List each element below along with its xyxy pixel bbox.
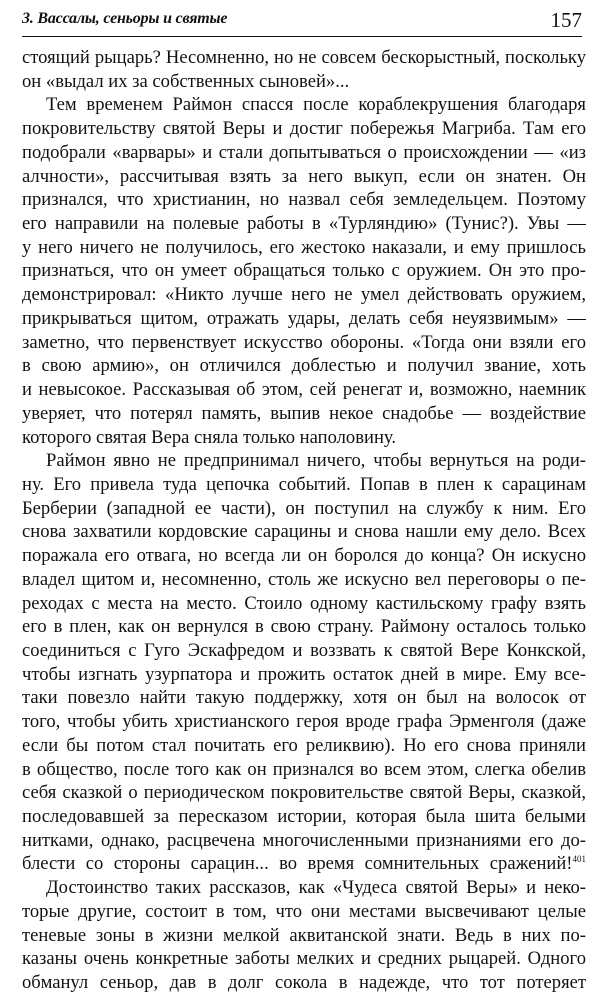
text-line xyxy=(22,686,586,710)
text-line-content: реходах с места на место. Стоило одному кастильскому графу взять xyxy=(22,592,586,614)
text-line-content: последовавшей за пересказом истории, которая была шита белыми xyxy=(22,806,586,827)
text-line xyxy=(22,188,586,212)
text-line xyxy=(22,449,586,473)
text-line-content: таки повезло найти такую поддержку, хотя он был на волосок от xyxy=(22,687,586,709)
text-line-content: в свою армию», он отличился доблестью и получил звание, хоть xyxy=(22,355,586,377)
text-line-content: Достоинство таких рассказов, как «Чудеса святой Веры» и неко- xyxy=(46,877,586,899)
text-line-content: которого святая Вера сняла только наполовину. xyxy=(22,426,396,448)
text-line-content: Раймон явно не предпринимал ничего, чтобы вернуться на роди- xyxy=(46,450,586,472)
text-line xyxy=(22,70,586,94)
text-line xyxy=(22,663,586,687)
text-line xyxy=(22,93,586,117)
text-line xyxy=(22,331,586,355)
text-line xyxy=(22,283,586,307)
text-line xyxy=(22,971,586,995)
text-line xyxy=(22,592,586,616)
text-line xyxy=(22,852,586,876)
text-line-content: покровительству святой Веры и достиг побережья Магриба. Там его xyxy=(22,118,586,140)
text-line xyxy=(22,805,586,829)
text-line-content: признаться, что он умеет обращаться только с оружием. Он это про- xyxy=(22,260,586,282)
footnote-marker: 401 xyxy=(572,854,586,865)
page-number: 157 xyxy=(550,8,582,32)
text-line-content: теневые зоны в жизни мелкой аквитанской знати. Ведь в них по- xyxy=(22,924,586,946)
text-line xyxy=(22,758,586,782)
text-line-content: прикрываться щитом, отражать удары, делать себя неуязвимым» — xyxy=(22,307,586,329)
text-line xyxy=(22,615,586,639)
text-line-content: стоящий рыцарь? Несомненно, но не совсем бескорыстный, поскольку xyxy=(22,47,586,68)
text-line-content: Тем временем Раймон спасся после кораблекрушения благодаря xyxy=(46,94,586,116)
text-line xyxy=(22,734,586,758)
text-line-content: признался, что христианин, но назвал себя земледельцем. Поэтому xyxy=(22,189,586,211)
text-line-content: себя сказкой о периодическом покровительстве святой Веры, сказкой, xyxy=(22,782,586,804)
text-line-content: алчности», рассчитывая взять за него выкуп, если он знатен. Он xyxy=(22,165,586,187)
text-line-content: чтобы изгнать узурпатора и прожить остаток дней в мире. Ему все- xyxy=(22,663,586,685)
text-line-content: у него ничего не получилось, его жестоко наказали, и ему пришлось xyxy=(22,236,586,258)
text-line xyxy=(22,141,586,165)
text-line xyxy=(22,924,586,948)
body-text xyxy=(22,46,586,995)
text-line-content: он «выдал их за собственных сыновей»... xyxy=(22,70,350,92)
text-line-content: ну. Его привела туда цепочка событий. Попав в плен к сарацинам xyxy=(22,473,586,495)
text-line-content: его в плен, как он вернулся в свою страну. Раймону осталось только xyxy=(22,616,586,638)
text-line xyxy=(22,473,586,497)
text-line-content: если бы потом стал почитать его реликвию). Но его снова приняли xyxy=(22,734,586,756)
text-line xyxy=(22,46,586,70)
text-line-content: казаны очень конкретные заботы мелких и средних рыцарей. Одного xyxy=(22,948,586,970)
text-line-content: и невысокое. Рассказывая об этом, сей ренегат и, возможно, наемник xyxy=(22,379,586,401)
text-line-content: снова захватили кордовские сарацины и снова нашли ему дело. Всех xyxy=(22,521,586,543)
text-line-content: нитками, однако, расцвечена многочисленными признаниями его до- xyxy=(22,829,586,851)
text-line xyxy=(22,520,586,544)
text-line-content: владел щитом и, несомненно, столь же искусно вел переговоры о пе- xyxy=(22,568,586,590)
text-line-content: Берберии (западной ее части), он поступил на службу к ним. Его xyxy=(22,497,586,519)
text-line-content: обманул сеньор, дав в долг сокола в надежде, что тот потеряет xyxy=(22,972,586,994)
text-line xyxy=(22,307,586,331)
chapter-title: 3. Вассалы, сеньоры и святые xyxy=(22,10,228,27)
text-line xyxy=(22,497,586,521)
text-line xyxy=(22,568,586,592)
text-line-content: уверяет, что потерял память, выпив некое снадобье — воздействие xyxy=(22,402,586,424)
text-line-content: торые другие, состоит в том, что они местами высвечивают целые xyxy=(22,900,586,922)
text-line-content: подобрали «варвары» и стали допытываться о происхождении — «из xyxy=(22,141,586,163)
text-line xyxy=(22,710,586,734)
text-line xyxy=(22,378,586,402)
text-line xyxy=(22,426,586,450)
text-line xyxy=(22,259,586,283)
text-line-content: того, чтобы убить христианского героя вроде графа Эрменголя (даже xyxy=(22,711,586,733)
text-line xyxy=(22,876,586,900)
text-line xyxy=(22,236,586,260)
text-line xyxy=(22,402,586,426)
text-line-content: его направили на полевые работы в «Турляндию» (Тунис?). Увы — xyxy=(22,213,586,235)
text-line xyxy=(22,117,586,141)
text-line xyxy=(22,781,586,805)
text-line-content: демонстрировал: «Никто лучше него не умел действовать оружием, xyxy=(22,284,586,306)
text-line xyxy=(22,165,586,189)
text-line-content: соединиться с Гуго Эскафредом и воззвать к святой Вере Конкской, xyxy=(22,639,586,661)
text-line xyxy=(22,639,586,663)
running-header xyxy=(22,6,582,37)
text-line xyxy=(22,212,586,236)
text-line-content: в общество, после того как он признался во всем этом, слегка обелив xyxy=(22,758,586,780)
text-line xyxy=(22,900,586,924)
text-line xyxy=(22,544,586,568)
text-line xyxy=(22,829,586,853)
text-line xyxy=(22,354,586,378)
text-line-content: заметно, что первенствует искусство обороны. «Тогда они взяли его xyxy=(22,331,586,353)
text-line-content: блести со стороны сарацин... во время сомнительных сражений! xyxy=(22,853,573,875)
text-line-content: поражала его отвага, но всегда ли он боролся до конца? Он искусно xyxy=(22,545,586,567)
